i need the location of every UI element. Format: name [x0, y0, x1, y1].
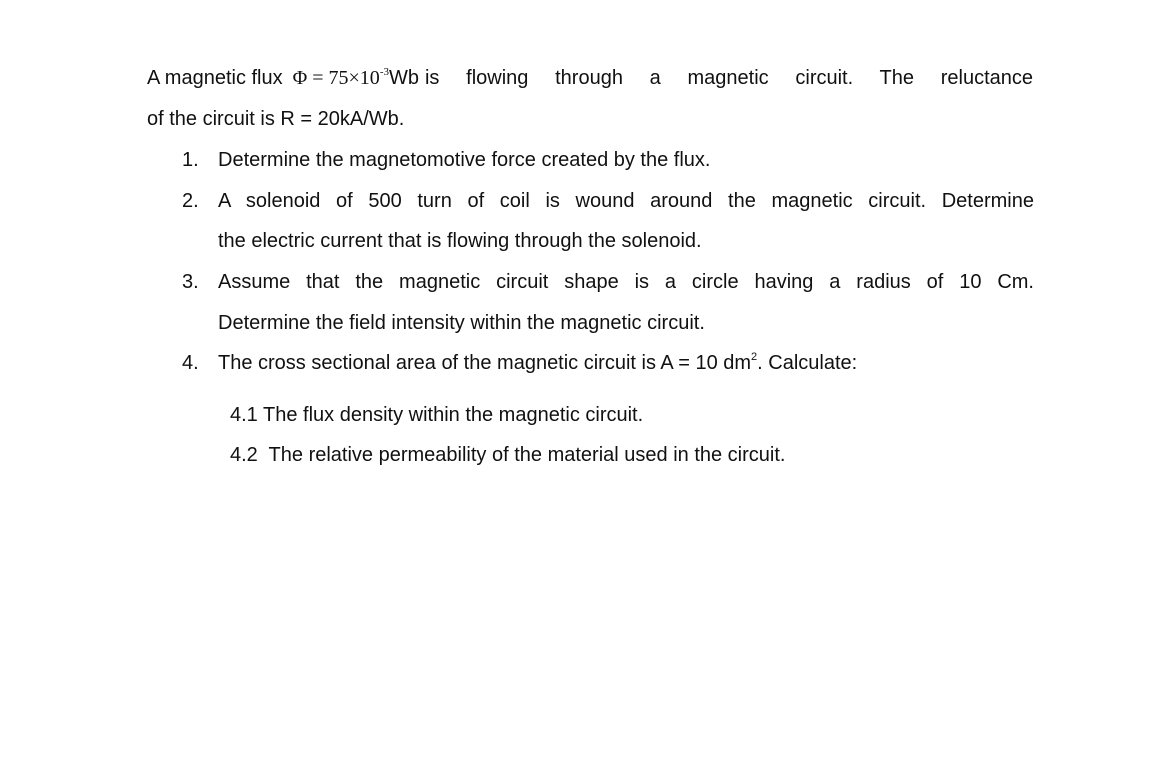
flux-value: 75×10	[328, 67, 380, 89]
flux-formula	[293, 66, 419, 90]
item-4-text	[218, 351, 857, 375]
intro-line-1-prefix: A magnetic flux	[147, 67, 283, 89]
flux-symbol: Φ	[292, 67, 308, 89]
intro-line-1	[147, 66, 1033, 90]
item-2-number: 2.	[182, 190, 199, 212]
item-4-number: 4.	[182, 352, 199, 374]
item-3-number: 3.	[182, 271, 199, 293]
flux-equals: =	[312, 67, 324, 89]
flux-unit: Wb	[388, 67, 419, 89]
item-3-text-line-2: Determine the field intensity within the magnetic circuit.	[218, 312, 705, 334]
item-4-text-suffix: . Calculate:	[757, 352, 858, 374]
subitem-4-2: 4.2 The relative permeability of the material used in the circuit.	[230, 444, 786, 466]
item-4-text-prefix: The cross sectional area of the magnetic circuit is A = 10 dm	[218, 352, 752, 374]
item-1-number: 1.	[182, 149, 199, 171]
subitem-4-1: 4.1 The flux density within the magnetic circuit.	[230, 404, 644, 426]
intro-line-2: of the circuit is R = 20kA/Wb.	[147, 108, 405, 130]
intro-line-1-suffix: is flowing through a magnetic circuit. The reluctance	[424, 67, 1033, 89]
item-2-text-line-2: the electric current that is flowing through the solenoid.	[218, 230, 702, 252]
item-1-text: Determine the magnetomotive force created by the flux.	[218, 149, 711, 171]
item-2-text-line-1: A solenoid of 500 turn of coil is wound around the magnetic circuit. Determine	[218, 190, 1034, 212]
item-3-text-line-1: Assume that the magnetic circuit shape is a circle having a radius of 10 Cm.	[218, 271, 1034, 293]
flux-exponent: -3	[379, 66, 389, 78]
item-4-exponent: 2	[751, 351, 758, 363]
